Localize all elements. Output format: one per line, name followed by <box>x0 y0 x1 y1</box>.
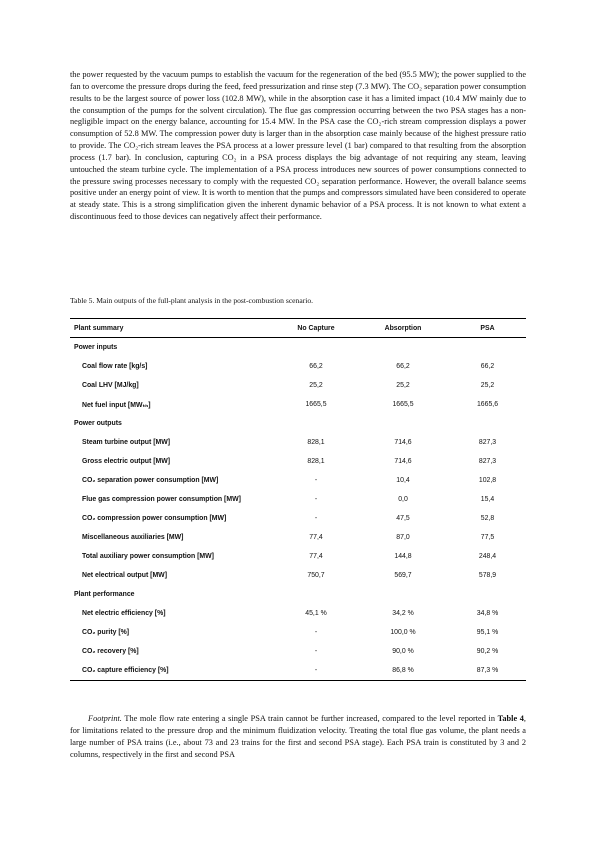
table-row <box>70 471 526 490</box>
cell-absorption: 34,2 % <box>392 610 414 617</box>
cell-no-capture: 25,2 <box>309 382 323 389</box>
table-row <box>70 395 526 414</box>
cell-psa: 578,9 <box>478 572 497 579</box>
section-row <box>70 414 526 433</box>
cell-no-capture: 750,7 <box>307 572 325 579</box>
table-row <box>70 490 526 509</box>
section-row <box>70 338 526 358</box>
cell-absorption: 714,6 <box>394 458 412 465</box>
cell-psa: 90,2 % <box>476 648 499 655</box>
row-label: Total auxiliary power consumption [MW] <box>82 553 214 560</box>
header-absorption: Absorption <box>357 319 449 338</box>
section-title: Power outputs <box>74 420 122 427</box>
row-label: Net electrical output [MW] <box>82 572 167 579</box>
cell-absorption: 10,4 <box>396 477 410 484</box>
cell-psa: 95,1 % <box>476 629 499 636</box>
cell-no-capture: - <box>314 648 318 655</box>
cell-psa: 66,2 <box>480 363 495 370</box>
section-title: Power inputs <box>74 344 118 351</box>
cell-psa: 827,3 <box>478 458 497 465</box>
cell-no-capture: - <box>314 477 318 484</box>
cell-no-capture: - <box>314 629 318 636</box>
cell-absorption: 87,0 <box>396 534 410 541</box>
table-row <box>70 357 526 376</box>
cell-psa: 52,8 <box>480 515 495 522</box>
row-label: Net fuel input [MWₜₕ] <box>82 401 151 409</box>
cell-no-capture: 77,4 <box>309 553 323 560</box>
row-label: CO₂ separation power consumption [MW] <box>82 477 219 484</box>
cell-no-capture: 66,2 <box>309 363 323 370</box>
table-caption: Table 5. Main outputs of the full-plant analysis in the post-combustion scenario. <box>70 296 314 305</box>
cell-no-capture: 77,4 <box>309 534 323 541</box>
table-row <box>70 623 526 642</box>
section-title: Plant performance <box>74 591 135 598</box>
cell-no-capture: 828,1 <box>307 458 325 465</box>
table-row <box>70 528 526 547</box>
table-reference: Table 4 <box>497 714 524 723</box>
table-row <box>70 642 526 661</box>
cell-no-capture: - <box>275 661 357 681</box>
row-label: CO₂ capture efficiency [%] <box>70 661 275 681</box>
table-row <box>70 509 526 528</box>
cell-psa: 77,5 <box>480 534 495 541</box>
row-label: Gross electric output [MW] <box>82 458 171 465</box>
cell-absorption: 100,0 % <box>390 629 416 636</box>
cell-psa: 25,2 <box>480 382 495 389</box>
row-label: Coal flow rate [kg/s] <box>82 363 148 370</box>
cell-absorption: 569,7 <box>394 572 412 579</box>
results-table <box>70 318 526 681</box>
cell-absorption: 66,2 <box>396 363 410 370</box>
section-row <box>70 585 526 604</box>
paragraph-text: , for limitations related to the pressure drop and the minimum fluidization velocity. Treating the total flue gas volume, the plant needs a large number of PSA trains (i.e., about 73 and 23 trains for the first and second PSA stage). Each PSA train is constituted by 3 and 2 columns, respectively in the first and second PSA <box>70 714 526 759</box>
table-header-row <box>70 319 526 338</box>
table-row <box>70 566 526 585</box>
row-label: Coal LHV [MJ/kg] <box>82 382 139 389</box>
row-label: CO₂ purity [%] <box>82 629 130 636</box>
table-row <box>70 376 526 395</box>
cell-psa: 827,3 <box>478 439 497 446</box>
cell-absorption: 0,0 <box>398 496 408 503</box>
cell-psa: 15,4 <box>480 496 495 503</box>
row-label: Steam turbine output [MW] <box>82 439 171 446</box>
table-row <box>70 452 526 471</box>
cell-no-capture: 1665,5 <box>305 401 327 408</box>
row-label: Net electric efficiency [%] <box>82 610 166 617</box>
cell-psa: 248,4 <box>478 553 497 560</box>
header-plant-summary: Plant summary <box>70 319 275 338</box>
cell-psa: 34,8 % <box>476 610 499 617</box>
cell-psa: 1665,6 <box>476 401 499 408</box>
table-row <box>70 547 526 566</box>
cell-absorption: 47,5 <box>396 515 410 522</box>
paragraph-text: The mole flow rate entering a single PSA train cannot be further increased, compared to the level reported in <box>121 714 498 723</box>
header-psa: PSA <box>449 319 526 338</box>
cell-absorption: 90,0 % <box>392 648 414 655</box>
table-row <box>70 433 526 452</box>
header-no-capture: No Capture <box>275 319 357 338</box>
cell-absorption: 86,8 % <box>357 661 449 681</box>
table-row <box>70 604 526 623</box>
body-paragraph-footprint <box>70 713 526 760</box>
table-row <box>70 661 526 681</box>
cell-absorption: 714,6 <box>394 439 412 446</box>
row-label: CO₂ recovery [%] <box>82 648 139 655</box>
row-label: CO₂ compression power consumption [MW] <box>82 515 227 522</box>
cell-no-capture: 828,1 <box>307 439 325 446</box>
paragraph-lead: Footprint. <box>88 714 122 723</box>
body-paragraph: the power requested by the vacuum pumps to establish the vacuum for the regeneration of the bed (95.5 MW); the power supplied to the fan to overcome the pressure drops during the feed, feed pressurization and rinse step (7.3 MW). The CO₂ separation power consumption results to be the largest source of power loss (102.8 MW), while in the absorption case it has a limited impact (10.4 MW mainly due to the consumption of the pumps for the solvent circulation). The flue gas compression occurring between the two PSA stages has a non-negligible impact on the energy balance, accounting for 15.4 MW. In the PSA case the CO₂-rich stream compression displays a power consumption of 52.8 MW. The compression power duty is larger than in the absorption case mainly because of the highest pressure ratio to provide. The CO₂-rich stream leaves the PSA process at a lower pressure level (1 bar) compared to that resulting from the absorption process (1.7 bar). In conclusion, capturing CO₂ in a PSA process displays the big advantage of not requiring any steam, leaving untouched the steam turbine cycle. The implementation of a PSA process introduces new sources of power consumptions connected to the pressure swing processes necessary to comply with the requested CO₂ separation performance. However, the overall balance seems positive under an energy point of view. It is worth to mention that the pumps and compressors simulated have been considered to operate at steady state. This is a strong simplification given the inherent dynamic behavior of a PSA process. It is not known to what extent a discontinuous feed to those devices can negatively affect their performance. <box>70 70 526 222</box>
row-label: Miscellaneous auxiliaries [MW] <box>82 534 184 541</box>
cell-no-capture: 45,1 % <box>305 610 327 617</box>
cell-no-capture: - <box>314 515 318 522</box>
cell-psa: 87,3 % <box>449 661 526 681</box>
cell-no-capture: - <box>314 496 318 503</box>
cell-psa: 102,8 <box>478 477 497 484</box>
row-label: Flue gas compression power consumption [MW] <box>82 496 241 503</box>
cell-absorption: 144,8 <box>394 553 412 560</box>
cell-absorption: 1665,5 <box>392 401 414 408</box>
cell-absorption: 25,2 <box>396 382 410 389</box>
